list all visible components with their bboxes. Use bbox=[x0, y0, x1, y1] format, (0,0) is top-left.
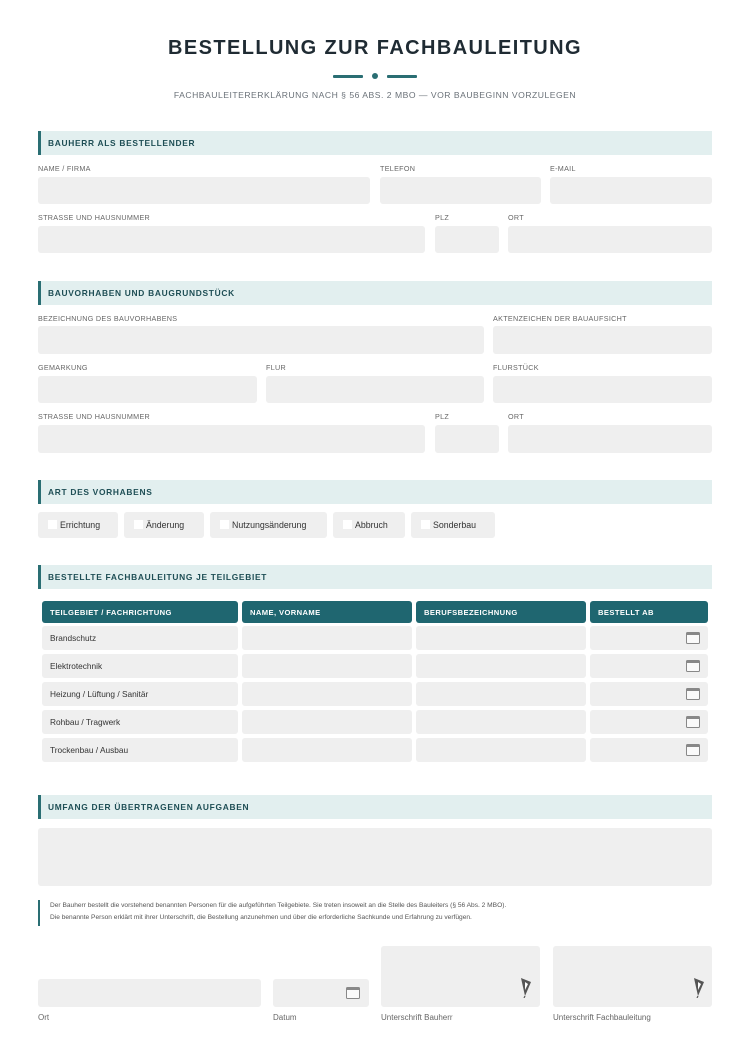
checkbox-abbruch[interactable] bbox=[333, 512, 405, 538]
table-cell-teilgebiet bbox=[42, 626, 238, 650]
aktenzeichen-label: AKTENZEICHEN DER BAUAUFSICHT bbox=[493, 314, 627, 323]
section-heading: BESTELLTE FACHBAULEITUNG JE TEILGEBIET bbox=[48, 572, 268, 582]
column-header-bestellt-ab: BESTELLT AB bbox=[590, 601, 708, 623]
table-cell-teilgebiet bbox=[42, 710, 238, 734]
row-label: Brandschutz bbox=[50, 633, 97, 643]
signature-fachbauleitung-field[interactable] bbox=[553, 946, 712, 1007]
signature-fachbauleitung-label: Unterschrift Fachbauleitung bbox=[553, 1013, 651, 1022]
plz-label: PLZ bbox=[435, 213, 450, 222]
table-cell-name[interactable] bbox=[242, 626, 412, 650]
checkbox-errichtung[interactable] bbox=[38, 512, 118, 538]
note-line: Der Bauherr bestellt die vorstehend benannten Personen für die aufgeführten Teilgebiete. Sie treten insoweit an die Stelle des Bauleiters (§ 56 Abs. 2 MBO). bbox=[50, 902, 507, 909]
table-cell-date[interactable] bbox=[590, 654, 708, 678]
plz-label: PLZ bbox=[435, 412, 450, 421]
table-cell-date[interactable] bbox=[590, 682, 708, 706]
checkbox-label: Änderung bbox=[146, 520, 185, 530]
calendar-icon[interactable] bbox=[686, 688, 700, 700]
page-subtitle: FACHBAULEITERERKLÄRUNG NACH § 56 ABS. 2 MBO — VOR BAUBEGINN VORZULEGEN bbox=[173, 90, 577, 100]
section-heading: BAUVORHABEN UND BAUGRUNDSTÜCK bbox=[48, 288, 235, 298]
table-cell-teilgebiet bbox=[42, 682, 238, 706]
ort-label: ORT bbox=[508, 213, 524, 222]
telefon-label: TELEFON bbox=[380, 164, 416, 173]
row-label: Trockenbau / Ausbau bbox=[50, 745, 129, 755]
section-heading: UMFANG DER ÜBERTRAGENEN AUFGABEN bbox=[48, 802, 250, 812]
table-cell-name[interactable] bbox=[242, 682, 412, 706]
email-label: E-MAIL bbox=[550, 164, 576, 173]
signature-bauherr-field[interactable] bbox=[381, 946, 540, 1007]
aktenzeichen-field[interactable] bbox=[493, 326, 712, 354]
pen-icon bbox=[519, 976, 533, 998]
ort-field[interactable] bbox=[38, 979, 261, 1007]
section-bauherr bbox=[38, 131, 712, 155]
calendar-icon[interactable] bbox=[686, 632, 700, 644]
ort-label: ORT bbox=[508, 412, 524, 421]
ort-signature-label: Ort bbox=[38, 1013, 50, 1022]
checkbox-box[interactable] bbox=[343, 520, 352, 529]
note-line: Die benannte Person erklärt mit ihrer Unterschrift, die Bestellung anzunehmen und über die erforderliche Sachkunde und Erfahrung zu verfügen. bbox=[50, 914, 472, 921]
datum-field[interactable] bbox=[273, 979, 369, 1007]
row-label: Elektrotechnik bbox=[50, 661, 103, 671]
column-header-beruf: BERUFSBEZEICHNUNG bbox=[416, 601, 586, 623]
table-cell-beruf[interactable] bbox=[416, 654, 586, 678]
flur-field[interactable] bbox=[266, 376, 484, 403]
table-cell-beruf[interactable] bbox=[416, 626, 586, 650]
calendar-icon[interactable] bbox=[686, 716, 700, 728]
datum-label: Datum bbox=[273, 1013, 297, 1022]
calendar-icon[interactable] bbox=[346, 987, 360, 999]
pen-icon bbox=[692, 976, 706, 998]
section-bauvorhaben bbox=[38, 281, 712, 305]
page-title: BESTELLUNG ZUR FACHBAULEITUNG bbox=[168, 37, 582, 59]
section-heading: ART DES VORHABENS bbox=[48, 487, 153, 497]
bauvorhaben-strasse-field[interactable] bbox=[38, 425, 425, 453]
table-cell-date[interactable] bbox=[590, 738, 708, 762]
checkbox-box[interactable] bbox=[421, 520, 430, 529]
checkbox-aenderung[interactable] bbox=[124, 512, 204, 538]
table-cell-beruf[interactable] bbox=[416, 738, 586, 762]
section-heading: BAUHERR ALS BESTELLENDER bbox=[48, 138, 196, 148]
signature-bauherr-label: Unterschrift Bauherr bbox=[381, 1013, 453, 1022]
table-cell-beruf[interactable] bbox=[416, 682, 586, 706]
bauherr-email-field[interactable] bbox=[550, 177, 712, 204]
bezeichnung-field[interactable] bbox=[38, 326, 484, 354]
flurstueck-field[interactable] bbox=[493, 376, 712, 403]
table-cell-teilgebiet bbox=[42, 654, 238, 678]
table-cell-date[interactable] bbox=[590, 710, 708, 734]
table-cell-name[interactable] bbox=[242, 738, 412, 762]
table-cell-date[interactable] bbox=[590, 626, 708, 650]
bauherr-telefon-field[interactable] bbox=[380, 177, 541, 204]
row-label: Rohbau / Tragwerk bbox=[50, 717, 121, 727]
column-header-teilgebiet: TEILGEBIET / FACHRICHTUNG bbox=[42, 601, 238, 623]
flurstueck-label: FLURSTÜCK bbox=[493, 363, 539, 372]
checkbox-nutzungsaenderung[interactable] bbox=[210, 512, 327, 538]
name-label: NAME / FIRMA bbox=[38, 164, 91, 173]
calendar-icon[interactable] bbox=[686, 744, 700, 756]
calendar-icon[interactable] bbox=[686, 660, 700, 672]
bauherr-strasse-field[interactable] bbox=[38, 226, 425, 253]
table-cell-beruf[interactable] bbox=[416, 710, 586, 734]
strasse-label: STRASSE UND HAUSNUMMER bbox=[38, 213, 151, 222]
checkbox-box[interactable] bbox=[220, 520, 229, 529]
bauvorhaben-plz-field[interactable] bbox=[435, 425, 499, 453]
strasse-label: STRASSE UND HAUSNUMMER bbox=[38, 412, 151, 421]
legal-note bbox=[38, 900, 712, 926]
section-tabelle bbox=[38, 565, 712, 589]
gemarkung-label: GEMARKUNG bbox=[38, 363, 88, 372]
checkbox-box[interactable] bbox=[134, 520, 143, 529]
umfang-textarea[interactable] bbox=[38, 828, 712, 886]
table-cell-name[interactable] bbox=[242, 654, 412, 678]
checkbox-label: Errichtung bbox=[60, 520, 101, 530]
table-cell-teilgebiet bbox=[42, 738, 238, 762]
checkbox-label: Sonderbau bbox=[433, 520, 477, 530]
gemarkung-field[interactable] bbox=[38, 376, 257, 403]
table-cell-name[interactable] bbox=[242, 710, 412, 734]
column-header-name: NAME, VORNAME bbox=[242, 601, 412, 623]
checkbox-label: Nutzungsänderung bbox=[232, 520, 307, 530]
bezeichnung-label: BEZEICHNUNG DES BAUVORHABENS bbox=[38, 314, 178, 323]
section-umfang bbox=[38, 795, 712, 819]
checkbox-sonderbau[interactable] bbox=[411, 512, 495, 538]
bauherr-plz-field[interactable] bbox=[435, 226, 499, 253]
flur-label: FLUR bbox=[266, 363, 286, 372]
row-label: Heizung / Lüftung / Sanitär bbox=[50, 689, 149, 699]
bauherr-name-field[interactable] bbox=[38, 177, 370, 204]
section-art bbox=[38, 480, 712, 504]
bauherr-ort-field[interactable] bbox=[508, 226, 712, 253]
title-divider bbox=[333, 73, 417, 79]
checkbox-label: Abbruch bbox=[355, 520, 388, 530]
bauvorhaben-ort-field[interactable] bbox=[508, 425, 712, 453]
checkbox-box[interactable] bbox=[48, 520, 57, 529]
